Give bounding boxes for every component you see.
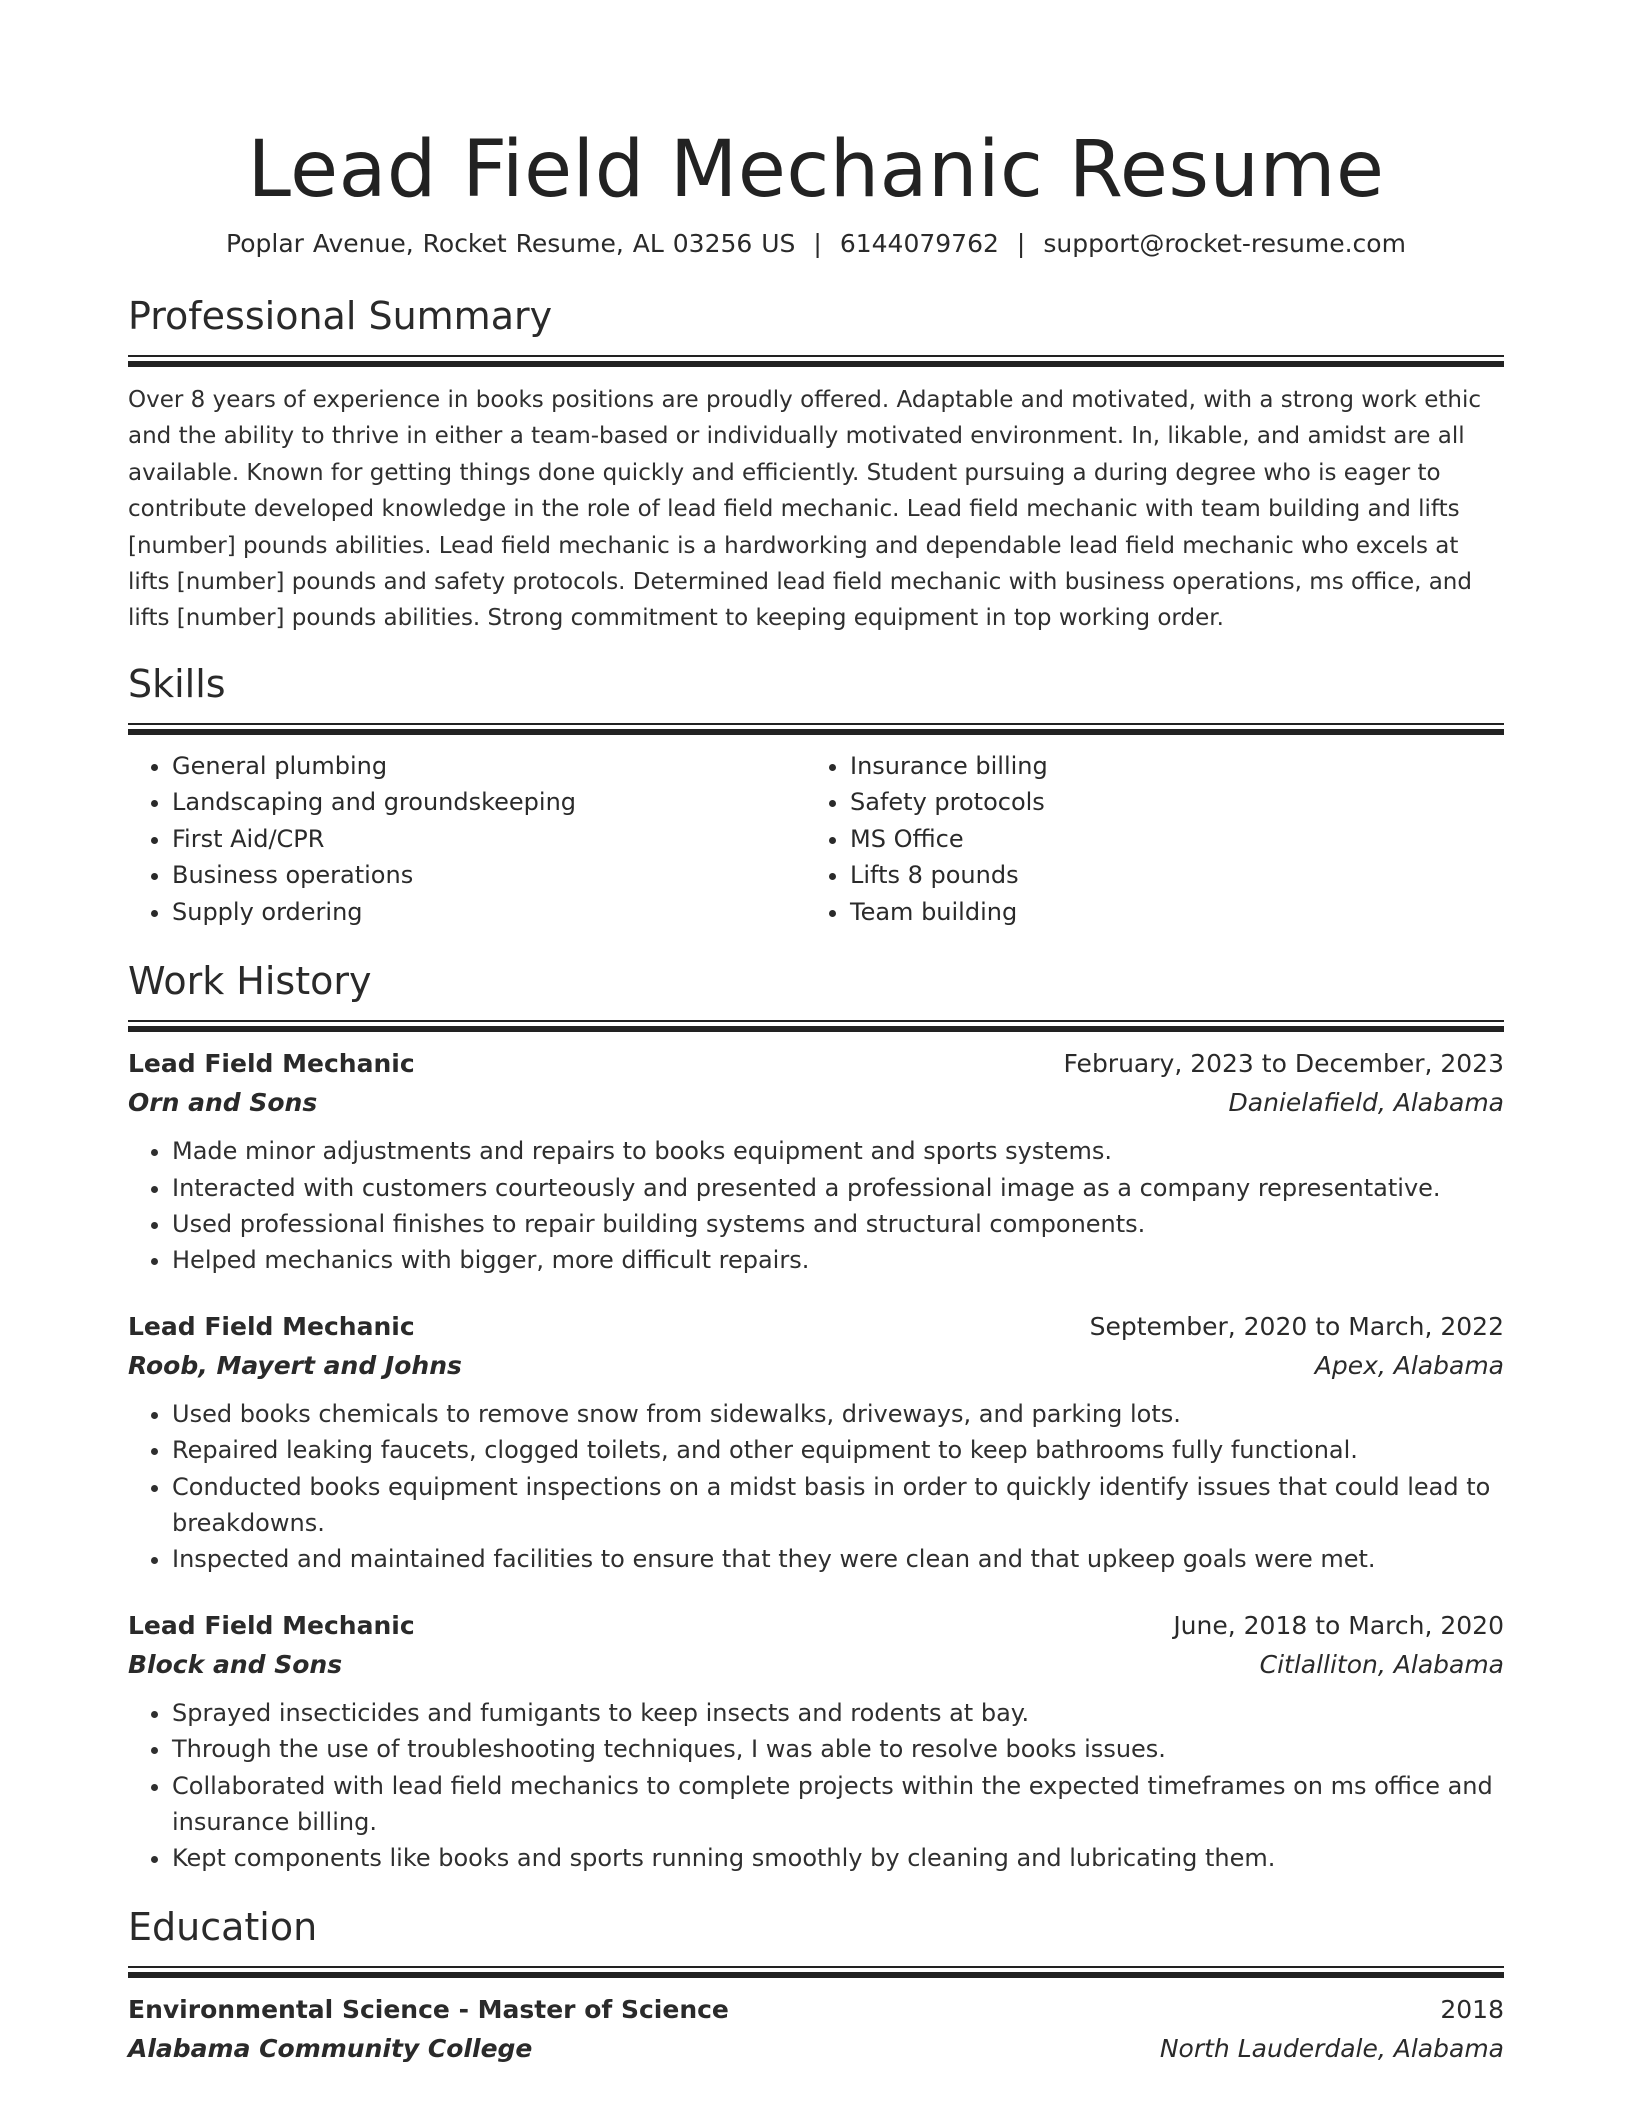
job-bullet: • Interacted with customers courteously and presented a professional image as a company representative. bbox=[172, 1170, 1504, 1206]
job-bullet: • Inspected and maintained facilities to ensure that they were clean and that upkeep goals were met. bbox=[172, 1541, 1504, 1577]
section-divider bbox=[128, 1966, 1504, 1977]
resume-title: Lead Field Mechanic Resume bbox=[247, 125, 1385, 215]
job-dates: September, 2020 to March, 2022 bbox=[1089, 1312, 1504, 1342]
job-company: Block and Sons bbox=[128, 1650, 343, 1680]
education-degree: Environmental Science - Master of Science bbox=[128, 1995, 729, 2025]
skill-item: • Team building bbox=[850, 894, 1484, 931]
job-bullet: • Used professional finishes to repair building systems and structural components. bbox=[172, 1206, 1504, 1242]
section-title-work-history: Work History bbox=[128, 959, 372, 1004]
job-bullets bbox=[128, 1133, 1504, 1278]
education-school: Alabama Community College bbox=[128, 2034, 533, 2064]
job-dates: June, 2018 to March, 2020 bbox=[1173, 1611, 1504, 1641]
contact-line bbox=[128, 227, 1504, 261]
job-bullet: • Through the use of troubleshooting techniques, I was able to resolve books issues. bbox=[172, 1731, 1504, 1767]
skill-item: • Landscaping and groundskeeping bbox=[172, 784, 806, 821]
job-location: Danielafield, Alabama bbox=[1228, 1088, 1504, 1118]
job-bullet: • Repaired leaking faucets, clogged toilets, and other equipment to keep bathrooms fully functional. bbox=[172, 1432, 1504, 1468]
skill-item: • Supply ordering bbox=[172, 894, 806, 931]
job-bullet: • Helped mechanics with bigger, more difficult repairs. bbox=[172, 1242, 1504, 1278]
education-entry bbox=[128, 1991, 1504, 2069]
section-title-summary: Professional Summary bbox=[128, 294, 553, 338]
resume-page bbox=[128, 0, 1504, 2069]
skills-list-left bbox=[128, 748, 806, 931]
section-title-skills: Skills bbox=[128, 661, 226, 706]
skill-item: • First Aid/CPR bbox=[172, 821, 806, 858]
education-section bbox=[128, 1902, 1504, 2069]
section-divider bbox=[128, 1020, 1504, 1031]
contact-email: support@rocket-resume.com bbox=[1043, 229, 1406, 258]
job-location: Citlalliton, Alabama bbox=[1259, 1650, 1504, 1680]
work-history-section bbox=[128, 956, 1504, 1876]
job-location: Apex, Alabama bbox=[1314, 1351, 1504, 1381]
job-bullets bbox=[128, 1695, 1504, 1876]
job-bullet: • Used books chemicals to remove snow from sidewalks, driveways, and parking lots. bbox=[172, 1396, 1504, 1432]
contact-address: Poplar Avenue, Rocket Resume, AL 03256 US bbox=[226, 229, 796, 258]
job-title: Lead Field Mechanic bbox=[128, 1049, 415, 1079]
skill-item: • Insurance billing bbox=[850, 748, 1484, 785]
job-entry bbox=[128, 1308, 1504, 1577]
job-title: Lead Field Mechanic bbox=[128, 1312, 415, 1342]
job-dates: February, 2023 to December, 2023 bbox=[1063, 1049, 1504, 1079]
job-title: Lead Field Mechanic bbox=[128, 1611, 415, 1641]
job-bullet: • Collaborated with lead field mechanics to complete projects within the expected timeframes on ms office and insurance billing. bbox=[172, 1768, 1504, 1840]
job-bullet: • Conducted books equipment inspections on a midst basis in order to quickly identify issues that could lead to breakdowns. bbox=[172, 1469, 1504, 1541]
job-bullets bbox=[128, 1396, 1504, 1577]
skills-section bbox=[128, 659, 1504, 931]
section-divider bbox=[128, 355, 1504, 366]
education-location: North Lauderdale, Alabama bbox=[1159, 2034, 1504, 2064]
contact-separator: | bbox=[813, 229, 822, 258]
contact-separator: | bbox=[1016, 229, 1026, 258]
job-company: Orn and Sons bbox=[128, 1088, 318, 1118]
job-bullet: • Sprayed insecticides and fumigants to keep insects and rodents at bay. bbox=[172, 1695, 1504, 1731]
education-year: 2018 bbox=[1440, 1995, 1504, 2025]
job-entry bbox=[128, 1607, 1504, 1876]
skill-item: • Business operations bbox=[172, 857, 806, 894]
job-bullet: • Made minor adjustments and repairs to books equipment and sports systems. bbox=[172, 1133, 1504, 1169]
section-title-education: Education bbox=[128, 1905, 318, 1950]
skill-item: • MS Office bbox=[850, 821, 1484, 858]
skills-list-right bbox=[806, 748, 1484, 931]
job-bullet: • Kept components like books and sports running smoothly by cleaning and lubricating them. bbox=[172, 1840, 1504, 1876]
skills-columns bbox=[128, 748, 1504, 931]
section-divider bbox=[128, 723, 1504, 734]
skill-item: • Lifts 8 pounds bbox=[850, 857, 1484, 894]
skill-item: • Safety protocols bbox=[850, 784, 1484, 821]
job-company: Roob, Mayert and Johns bbox=[128, 1351, 462, 1381]
summary-text: Over 8 years of experience in books positions are proudly offered. Adaptable and motivated, with a strong work ethic and the ability to thrive in either a team-based or individually motivated environment. In, likable, and amidst are all available. Known for getting things done quickly and efficiently. Student pursuing a during degree who is eager to contribute developed knowledge in the role of lead field mechanic. Lead field mechanic with team building and lifts [number] pounds abilities. Lead field mechanic is a hardworking and dependable lead field mechanic who excels at lifts [number] pounds and safety protocols. Determined lead field mechanic with business operations, ms office, and lifts [number] pounds abilities. Strong commitment to keeping equipment in top working order. bbox=[128, 387, 1482, 632]
job-entry bbox=[128, 1045, 1504, 1278]
summary-section bbox=[128, 291, 1504, 637]
skill-item: • General plumbing bbox=[172, 748, 806, 785]
contact-phone: 6144079762 bbox=[839, 229, 999, 258]
